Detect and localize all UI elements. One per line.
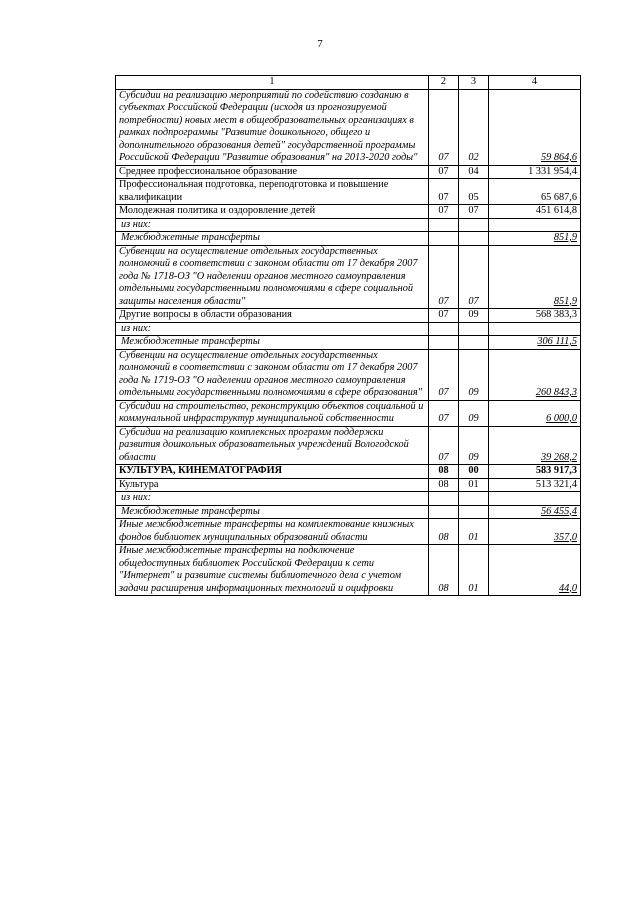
row-amount: 583 917,3 xyxy=(489,465,581,479)
row-subsection-code: 09 xyxy=(459,349,489,400)
row-section-code: 08 xyxy=(429,545,459,596)
row-section-code xyxy=(429,218,459,232)
table-row xyxy=(116,519,581,545)
row-name: КУЛЬТУРА, КИНЕМАТОГРАФИЯ xyxy=(116,465,429,479)
row-subsection-code xyxy=(459,492,489,506)
row-subsection-code: 09 xyxy=(459,426,489,465)
row-amount xyxy=(489,322,581,336)
row-section-code: 07 xyxy=(429,165,459,179)
row-amount: 568 383,3 xyxy=(489,309,581,323)
row-section-code: 07 xyxy=(429,245,459,309)
row-amount xyxy=(489,218,581,232)
row-amount: 39 268,2 xyxy=(489,426,581,465)
table-row xyxy=(116,336,581,350)
table-row xyxy=(116,309,581,323)
row-name: Профессиональная подготовка, переподготовка и повышение квалификации xyxy=(116,179,429,205)
row-name: Межбюджетные трансферты xyxy=(116,336,429,350)
row-section-code: 08 xyxy=(429,478,459,492)
page-number: 7 xyxy=(317,38,323,50)
row-subsection-code xyxy=(459,218,489,232)
row-name: Молодежная политика и оздоровление детей xyxy=(116,205,429,219)
row-section-code: 08 xyxy=(429,519,459,545)
row-amount: 451 614,8 xyxy=(489,205,581,219)
row-amount: 56 455,4 xyxy=(489,505,581,519)
row-subsection-code xyxy=(459,232,489,246)
row-subsection-code: 01 xyxy=(459,545,489,596)
row-subsection-code: 07 xyxy=(459,205,489,219)
row-section-code xyxy=(429,505,459,519)
row-name: из них: xyxy=(116,492,429,506)
row-section-code: 07 xyxy=(429,309,459,323)
table-row xyxy=(116,400,581,426)
table-row xyxy=(116,165,581,179)
row-amount: 1 331 954,4 xyxy=(489,165,581,179)
header-col-2: 2 xyxy=(429,76,459,90)
row-subsection-code: 09 xyxy=(459,309,489,323)
row-amount: 357,0 xyxy=(489,519,581,545)
row-name: Другие вопросы в области образования xyxy=(116,309,429,323)
row-subsection-code: 05 xyxy=(459,179,489,205)
header-col-3: 3 xyxy=(459,76,489,90)
table-row xyxy=(116,492,581,506)
row-amount: 306 111,5 xyxy=(489,336,581,350)
row-subsection-code: 01 xyxy=(459,519,489,545)
row-name: из них: xyxy=(116,322,429,336)
budget-table xyxy=(115,75,581,596)
table-row xyxy=(116,89,581,165)
row-amount: 6 000,0 xyxy=(489,400,581,426)
row-name: Субвенции на осуществление отдельных государственных полномочий в соответствии с законом области от 17 декабря 2007 года № 1719-ОЗ "О наделении органов местного самоуправления отдельными государственными полномочиями в сфере образования" xyxy=(116,349,429,400)
header-col-1: 1 xyxy=(116,76,429,90)
row-section-code: 08 xyxy=(429,465,459,479)
table-row xyxy=(116,505,581,519)
row-amount: 59 864,6 xyxy=(489,89,581,165)
table-row xyxy=(116,322,581,336)
row-amount xyxy=(489,492,581,506)
row-name: из них: xyxy=(116,218,429,232)
row-amount: 44,0 xyxy=(489,545,581,596)
row-section-code: 07 xyxy=(429,349,459,400)
row-amount: 260 843,3 xyxy=(489,349,581,400)
table-row xyxy=(116,426,581,465)
row-name: Субвенции на осуществление отдельных государственных полномочий в соответствии с законом области от 17 декабря 2007 года № 1718-ОЗ "О наделении органов местного самоуправления отдельными государственными полномочиями в сфере социальной защиты населения области" xyxy=(116,245,429,309)
row-name: Межбюджетные трансферты xyxy=(116,232,429,246)
row-section-code xyxy=(429,232,459,246)
row-section-code: 07 xyxy=(429,89,459,165)
row-name: Межбюджетные трансферты xyxy=(116,505,429,519)
row-section-code: 07 xyxy=(429,179,459,205)
row-subsection-code: 02 xyxy=(459,89,489,165)
row-subsection-code: 07 xyxy=(459,245,489,309)
row-subsection-code xyxy=(459,322,489,336)
row-name: Субсидии на реализацию мероприятий по содействию созданию в субъектах Российской Федерации (исходя из прогнозируемой потребности) новых мест в общеобразовательных организациях в рамках подпрограммы "Развитие дошкольного, общего и дополнительного образования детей" государственной программы Российской Федерации "Развитие образования" на 2013-2020 годы" xyxy=(116,89,429,165)
row-amount: 851,9 xyxy=(489,245,581,309)
row-subsection-code xyxy=(459,505,489,519)
row-subsection-code xyxy=(459,336,489,350)
row-subsection-code: 00 xyxy=(459,465,489,479)
row-section-code: 07 xyxy=(429,426,459,465)
table-row xyxy=(116,245,581,309)
table-row xyxy=(116,545,581,596)
row-section-code xyxy=(429,322,459,336)
row-name: Среднее профессиональное образование xyxy=(116,165,429,179)
table-row xyxy=(116,232,581,246)
row-name: Субсидии на строительство, реконструкцию объектов социальной и коммунальной инфраструктур муниципальной собственности xyxy=(116,400,429,426)
row-section-code: 07 xyxy=(429,400,459,426)
row-amount: 65 687,6 xyxy=(489,179,581,205)
table-row xyxy=(116,205,581,219)
table-row xyxy=(116,349,581,400)
row-name: Субсидии на реализацию комплексных программ поддержки развития дошкольных образовательных учреждений Вологодской области xyxy=(116,426,429,465)
row-amount: 851,9 xyxy=(489,232,581,246)
row-section-code xyxy=(429,336,459,350)
row-subsection-code: 01 xyxy=(459,478,489,492)
table-row xyxy=(116,179,581,205)
row-subsection-code: 04 xyxy=(459,165,489,179)
row-amount: 513 321,4 xyxy=(489,478,581,492)
row-section-code: 07 xyxy=(429,205,459,219)
table-row xyxy=(116,465,581,479)
table-header-row xyxy=(116,76,581,90)
row-section-code xyxy=(429,492,459,506)
row-name: Иные межбюджетные трансферты на подключение общедоступных библиотек Российской Федерации к сети "Интернет" и развитие системы библиотечного дела с учетом задачи расширения информационных технологий и оцифровки xyxy=(116,545,429,596)
row-name: Иные межбюджетные трансферты на комплектование книжных фондов библиотек муниципальных образований области xyxy=(116,519,429,545)
table-row xyxy=(116,218,581,232)
table-row xyxy=(116,478,581,492)
row-name: Культура xyxy=(116,478,429,492)
row-subsection-code: 09 xyxy=(459,400,489,426)
header-col-4: 4 xyxy=(489,76,581,90)
